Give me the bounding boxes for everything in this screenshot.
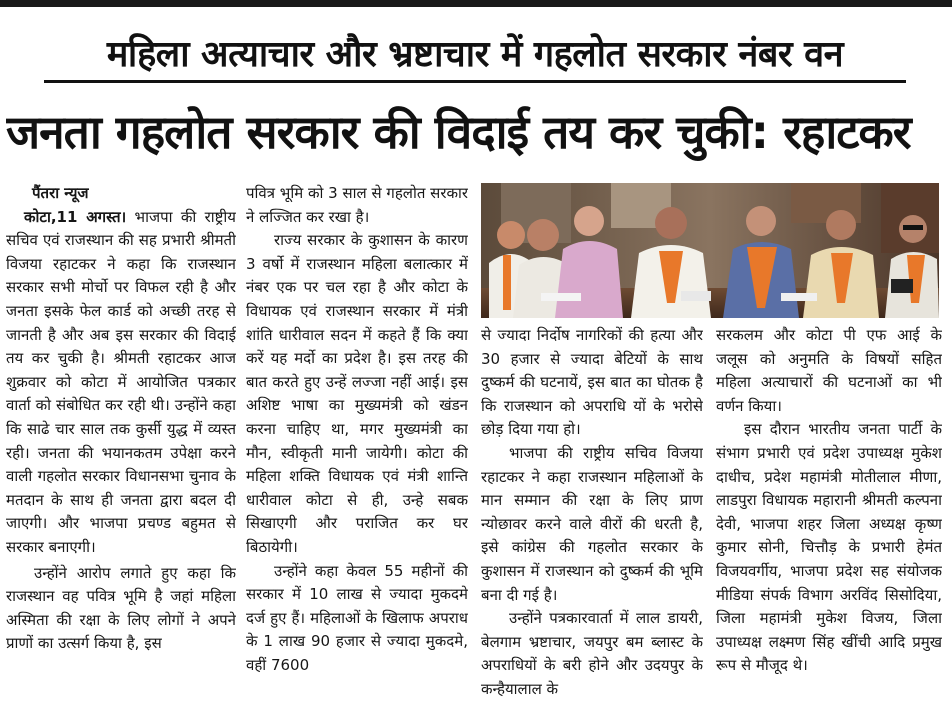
lead-text: भाजपा की राष्ट्रीय सचिव एवं राजस्थान की सह प्रभारी श्रीमती विजया रहाटकर ने कहा कि राजस्थान सरकार सभी मोर्चो पर विफल रही है और जनता इसके फेल कार्ड को अच्छी तरह से जानती है और अब इस सरकार की विदाई तय कर चुकी है। श्रीमती रहाटकर आज शुक्रवार को कोटा में आयोजित पत्रकार वार्ता को संबोधित कर रही थी। उन्होंने कहा कि साढे चार साल तक कुर्सी युद्ध में व्यस्त रही। जनता की भयानकतम उपेक्षा करने वाली गहलोत सरकार विधानसभा चुनाव के मतदान के साथ ही जनता द्वारा बदल दी जाएगी। और भाजपा प्रचण्ड बहुमत से सरकार बनाएगी। [6, 207, 236, 556]
lead-paragraph [6, 206, 236, 560]
press-conference-photo-drawing [481, 183, 939, 318]
article-column-2 [246, 182, 468, 712]
paragraph: उन्होंने आरोप लगाते हुए कहा कि राजस्थान वह पवित्र भूमि है जहां महिला अस्मिता की रक्षा के लिए लोगों ने अपने प्राणों का उत्सर्ग किया है, इस [6, 563, 236, 653]
article-column-3 [481, 324, 703, 712]
article-column-4 [716, 324, 942, 712]
press-conference-photo [481, 183, 939, 318]
kicker-headline: महिला अत्याचार और भ्रष्टाचार में गहलोत सरकार नंबर वन [106, 34, 844, 75]
article-column-1 [6, 182, 236, 712]
paragraph: सरकलम और कोटा पी एफ आई के जलूस को अनुमति के विषयों सहित महिला अत्याचारों की घटनाओं का भी वर्णन किया। [716, 326, 942, 415]
paragraph: उन्होंने कहा केवल 55 महीनों की सरकार में 10 लाख से ज्यादा मुकदमे दर्ज हुए हैं। महिलाओं के खिलाफ अपराध के 1 लाख 90 हजार से ज्यादा मुकदमे, वहीं 7600 [246, 561, 468, 674]
next-article-cutoff [0, 712, 952, 723]
main-headline: जनता गहलोत सरकार की विदाई तय कर चुकी: रहाटकर [6, 105, 911, 159]
paragraph: भाजपा की राष्ट्रीय सचिव विजया रहाटकर ने कहा राजस्थान महिलाओं के मान सम्मान की रक्षा के लिए प्राण न्योछावर करने वाले वीरों की धरती है, इसे कांग्रेस की गहलोत सरकार के कुशासन में राजस्थान को दुष्कर्म की भूमि बना दी गई है। [481, 443, 703, 604]
paragraph: उन्होंने पत्रकारवार्ता में लाल डायरी, बेलगाम भ्रष्टाचार, जयपुर बम ब्लास्ट के अपराधियों के बरी होने और उदयपुर के कन्हैयालाल के [481, 609, 703, 698]
top-rule [0, 0, 952, 7]
paragraph: पवित्र भूमि को 3 साल से गहलोत सरकार ने लज्जित कर रखा है। [246, 184, 468, 226]
byline: पैंतरा न्यूज [32, 184, 89, 202]
kicker-underline [44, 80, 906, 83]
paragraph: से ज्यादा निर्दोष नागरिकों की हत्या और 30 हजार से ज्यादा बेटियों के साथ दुष्कर्म की घटनायें, इस बात का घोतक है कि राजस्थान को अपराधि यों के भरोसे छोड़ दिया गया हो। [481, 326, 703, 439]
paragraph: राज्य सरकार के कुशासन के कारण 3 वर्षो में राजस्थान महिला बलात्कार में नंबर एक पर चल रहा है और कोटा के विधायक एवं राजस्थान सरकार में मंत्री शांति धारीवाल सदन में कहते हैं कि क्या करें यह मर्दो का प्रदेश है। इस तरह की बात करते हुए उन्हें लज्जा नहीं आई। इस अशिष्ट भाषा का मुख्यमंत्री को खंडन करना चाहिए था, मगर मुख्यमंत्री का मौन, स्वीकृती मानी जायेगी। कोटा की महिला शक्ति विधायक एवं मंत्री शान्ति धारीवाल कोटा से ही, उन्हे सबक सिखाएगी और पराजित कर घर बिठायेगी। [246, 231, 468, 556]
paragraph: इस दौरान भारतीय जनता पार्टी के संभाग प्रभारी एवं प्रदेश उपाध्यक्ष मुकेश दाधीच, प्रदेश महामंत्री मोतीलाल मीणा, लाडपुरा विधायक महारानी श्रीमती कल्पना देवी, भाजपा शहर जिला अध्यक्ष कृष्ण कुमार सोनी, चित्तौड़ के प्रभारी हेमंत विजयवर्गीय, भाजपा प्रदेश सह संयोजक मीडिया संपर्क विभाग अरविंद सिसोदिया, जिला महामंत्री मुकेश विजय, जिला उपाध्यक्ष लक्ष्मण सिंह खींची आदि प्रमुख रूप से मौजूद थे। [716, 420, 942, 675]
dateline: कोटा,11 अगस्त। [24, 207, 127, 226]
